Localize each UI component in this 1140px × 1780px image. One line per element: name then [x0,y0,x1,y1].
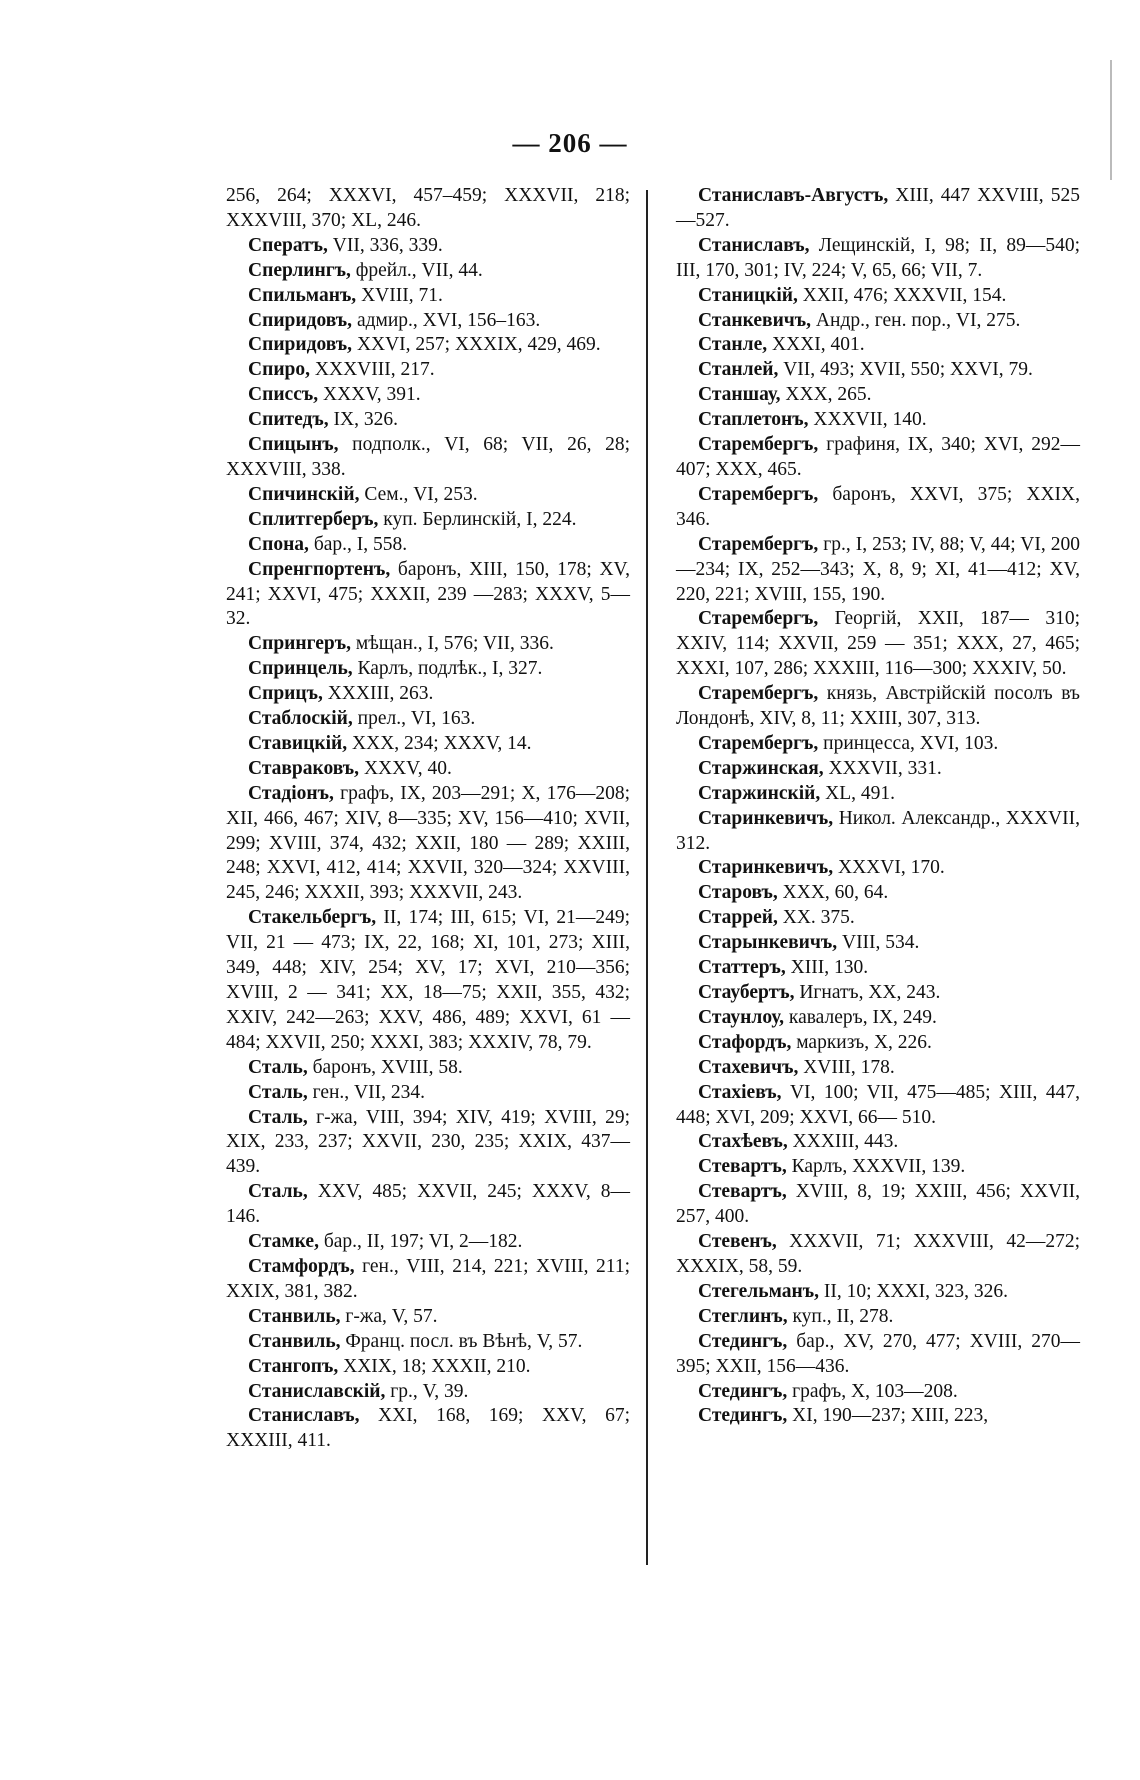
index-entry-heading: Старынкевичъ, [698,932,838,954]
index-entry-heading: Стакельбергъ, [248,907,377,929]
index-entry [676,856,1080,881]
index-entry-heading: Стамке, [248,1231,319,1253]
index-entry-references: подполк., VI, 68; VII, 26, 28; XXXVIII, 338. [226,434,630,480]
index-entry-references: Андр., ген. пор., VI, 275. [811,309,1021,331]
index-entry-references: XXXVII, 71; XXXVIII, 42—272; XXXIX, 58, 59. [676,1231,1080,1277]
index-entry-references: бар., XV, 270, 477; XVIII, 270—395; XXII, 156—436. [676,1330,1080,1377]
index-entry [676,383,1080,408]
index-entry [226,333,630,358]
index-entry-heading: Стаблоскій, [248,708,353,730]
index-entry [676,358,1080,383]
index-entry [676,1404,1080,1429]
index-entry-heading: Станвиль, [248,1330,341,1352]
index-entry-references: XXXIII, 263. [322,683,434,705]
index-entry-references: XXXV, 391. [318,384,421,406]
index-entry-heading: Сталь, [248,1106,308,1128]
index-entry-heading: Станвиль, [248,1305,341,1327]
index-entry-references: графъ, X, 103—208. [787,1380,958,1402]
index-entry-references: XXXVI, 170. [833,857,945,879]
index-entry-heading: Сталь, [248,1181,308,1203]
index-entry [226,433,630,483]
index-entry-heading: Спитедъ, [248,409,329,431]
index-entry [676,782,1080,807]
index-entry-heading: Сталь, [248,1056,308,1078]
index-entry [676,1081,1080,1131]
index-entry-references: Карлъ, подлѣк., I, 327. [352,658,543,680]
index-entry-heading: Спичинскій, [248,483,360,505]
index-entry [226,508,630,533]
index-entry [226,1330,630,1355]
index-entry-references: XXXVIII, 217. [310,359,435,381]
index-entry [226,309,630,334]
index-entry-heading: Станиславъ-Августъ, [698,185,889,206]
index-entry-heading: Стедингъ, [698,1330,788,1352]
index-entry-references: XIII, 447 XXVIII, 525—527. [676,185,1080,231]
index-entry-references: мѣщан., I, 576; VII, 336. [350,633,554,655]
index-entry [676,433,1080,483]
column-divider [646,190,648,1565]
index-entry [676,981,1080,1006]
index-column-left [226,184,630,1454]
index-entry [226,408,630,433]
index-entry [676,1130,1080,1155]
index-entry-heading: Станшау, [698,384,781,406]
index-entry-references: Карлъ, XXXVII, 139. [786,1156,966,1178]
index-entry [676,333,1080,358]
index-entry-heading: Сталь, [248,1081,308,1103]
index-entry-heading: Стахѣевъ, [698,1131,788,1153]
index-entry [226,1404,630,1454]
index-entry-references: князь, Австрійскій посолъ въ Лондонѣ, XIV, 8, 11; XXIII, 307, 313. [676,683,1080,730]
index-entry-references: Никол. Александр., XXXVII, 312. [676,807,1080,854]
index-entry [676,956,1080,981]
index-entry-heading: Стаунлоу, [698,1006,785,1028]
index-entry-heading: Старембергъ, [698,732,819,754]
index-entry [676,1031,1080,1056]
index-entry [226,234,630,259]
index-entry-heading: Спринцель, [248,658,353,680]
index-entry-heading: Старембергъ, [698,608,819,630]
index-entry-references: прел., VI, 163. [352,708,476,730]
index-entry [226,906,630,1055]
index-entry-heading: Стахіевъ, [698,1081,782,1103]
index-entry-heading: Статтеръ, [698,957,786,979]
index-entry-references: графиня, IX, 340; XVI, 292—407; XXX, 465. [676,434,1080,480]
index-entry-heading: Спиро, [248,359,311,381]
index-entry [676,607,1080,682]
index-entry-references: XXI, 168, 169; XXV, 67; XXXIII, 411. [226,1405,630,1452]
index-entry-heading: Ставицкій, [248,732,348,754]
index-entry [676,1380,1080,1405]
index-entry-heading: Станле, [698,334,768,356]
index-entry-references: адмир., XVI, 156–163. [352,309,541,331]
index-entry [226,358,630,383]
index-entry [226,1056,630,1081]
index-entry [676,1006,1080,1031]
index-entry [226,383,630,408]
index-entry-references: куп., II, 278. [787,1305,894,1327]
index-entry-heading: Спильманъ, [248,284,357,306]
index-entry [676,807,1080,857]
index-entry-heading: Спрингеръ, [248,633,351,655]
index-entry-references: г-жа, V, 57. [340,1305,438,1327]
index-entry-references: IX, 326. [328,409,398,431]
index-entry-references: гр., V, 39. [385,1380,469,1402]
index-entry-heading: Стевенъ, [698,1231,777,1253]
index-entry [226,782,630,907]
index-entry-heading: Стевартъ, [698,1156,787,1178]
index-entry-heading: Станкевичъ, [698,309,812,331]
index-entry [676,483,1080,533]
index-entry-references: г-жа, VIII, 394; XIV, 419; XVIII, 29; XIX, 233, 237; XXVII, 230, 235; XXIX, 437—439. [226,1106,630,1178]
index-entry [226,1380,630,1405]
index-entry-references: баронъ, XXVI, 375; XXIX, 346. [676,483,1080,530]
index-entry [226,657,630,682]
index-entry-references: VII, 493; XVII, 550; XXVI, 79. [778,359,1033,381]
index-entry-heading: Стахевичъ, [698,1056,799,1078]
index-entry [676,757,1080,782]
index-entry [676,1180,1080,1230]
index-entry-references: XXXI, 401. [767,334,865,356]
index-entry [226,1106,630,1181]
index-entry-heading: Стедингъ, [698,1380,788,1402]
page-number: — 206 — [512,128,628,158]
index-entry [676,881,1080,906]
index-entry [226,707,630,732]
index-entry [676,184,1080,234]
index-entry [226,483,630,508]
index-entry [676,1280,1080,1305]
index-entry-references: XXXVII, 331. [823,757,942,779]
index-entry [226,732,630,757]
index-entry-references: XXX, 60, 64. [777,882,889,904]
index-entry-references: фрейл., VII, 44. [350,259,483,281]
index-entry-heading: Стаубертъ, [698,982,795,1003]
index-entry [676,906,1080,931]
index-entry [676,682,1080,732]
index-entry [676,1330,1080,1380]
index-entry-references: XXVI, 257; XXXIX, 429, 469. [352,334,601,356]
index-entry-references: Игнатъ, XX, 243. [794,982,941,1003]
index-entry-heading: Спиридовъ, [248,309,353,331]
index-entry-heading: Старжинская, [698,757,824,779]
index-entry-references: 256, 264; XXXVI, 457–459; XXXVII, 218; XXXVIII, 370; XL, 246. [226,185,630,231]
index-entry-heading: Старембергъ, [698,483,819,505]
index-entry-references: XXII, 476; XXXVII, 154. [797,284,1007,306]
page-edge-mark [1110,60,1112,180]
index-entry-heading: Сприцъ, [248,683,323,705]
index-entry-heading: Сперлингъ, [248,259,351,281]
index-entry-heading: Старинкевичъ, [698,807,834,829]
index-entry-references: XXXIII, 443. [787,1131,899,1153]
index-entry [226,757,630,782]
index-entry-references: маркизъ, X, 226. [791,1031,932,1053]
index-entry-references: XX. 375. [777,907,855,929]
index-entry-heading: Спренгпортенъ, [248,558,391,580]
index-entry-heading: Старовъ, [698,882,778,904]
index-entry-references: ген., VII, 234. [307,1081,425,1103]
index-entry-references: XXV, 485; XXVII, 245; XXXV, 8—146. [226,1181,630,1228]
index-entry-references: VIII, 534. [837,932,920,954]
index-entry-references: баронъ, XIII, 150, 178; XV, 241; XXVI, 475; XXXII, 239 —283; XXXV, 5—32. [226,558,630,630]
index-entry [676,408,1080,433]
index-entry-heading: Старембергъ, [698,683,819,705]
index-entry-heading: Стафордъ, [698,1031,792,1053]
index-entry-references: XI, 190—237; XIII, 223, [787,1405,989,1427]
index-entry-heading: Стегельманъ, [698,1280,819,1302]
index-entry [226,1180,630,1230]
index-entry [226,259,630,284]
index-entry-heading: Стамфордъ, [248,1255,355,1277]
index-entry [676,533,1080,608]
index-entry [226,284,630,309]
index-entry-references: II, 10; XXXI, 323, 326. [818,1280,1008,1302]
index-entry-references: бар., I, 558. [308,533,408,555]
index-entry [676,309,1080,334]
index-entry-references: принцесса, XVI, 103. [818,732,999,754]
index-entry-heading: Станлей, [698,359,779,381]
index-entry [676,234,1080,284]
index-entry [226,682,630,707]
index-entry [676,1230,1080,1280]
index-entry-heading: Спона, [248,533,309,555]
index-entry-references: Франц. посл. въ Вѣнѣ, V, 57. [340,1330,583,1352]
index-entry [676,1155,1080,1180]
index-entry [226,1230,630,1255]
index-entry-references: гр., I, 253; IV, 88; V, 44; VI, 200—234; IX, 252—343; X, 8, 9; XI, 41—412; XV, 220, 221; XVIII, 155, 190. [676,533,1080,605]
index-entry-heading: Стангопъ, [248,1355,339,1377]
index-entry [226,533,630,558]
index-column-right [676,184,1080,1429]
index-entry-references: XVIII, 8, 19; XXIII, 456; XXVII, 257, 400. [676,1181,1080,1228]
index-entry-heading: Ставраковъ, [248,757,360,779]
index-entry [676,1305,1080,1330]
index-entry [226,558,630,633]
index-entry [226,632,630,657]
index-entry-heading: Старембергъ, [698,434,819,456]
index-entry-references: XIII, 130. [785,957,869,979]
index-entry-references: кавалеръ, IX, 249. [784,1006,937,1028]
index-entry-heading: Станицкій, [698,284,798,306]
index-entry-references: XXXV, 40. [359,757,452,779]
index-entry-references: Лещинскій, I, 98; II, 89—540; III, 170, 301; IV, 224; V, 65, 66; VII, 7. [676,234,1080,281]
index-entry-heading: Стадіонъ, [248,782,334,804]
index-entry [226,1255,630,1305]
index-entry-heading: Списсъ, [248,384,319,406]
index-entry-references: Сем., VI, 253. [359,483,478,505]
index-entry-heading: Станиславскій, [248,1380,386,1402]
index-entry-references: XXX, 265. [780,384,872,406]
index-entry-heading: Старинкевичъ, [698,857,834,879]
index-entry-references: XXX, 234; XXXV, 14. [347,732,532,754]
index-entry-references: II, 174; III, 615; VI, 21—249; VII, 21 — 473; IX, 22, 168; XI, 101, 273; XIII, 349, 448; XIV, 254; XV, 17; XVI, 210—356; XVIII, 2 — 341; XX, 18—75; XXII, 355, 432; XXIV, 242—263; XXV, 486, 489; XXVI, 61 — 484; XXVII, 250; XXXI, 383; XXXIV, 78, 79. [226,907,630,1053]
index-entry-heading: Станиславъ, [698,234,810,256]
index-entry-references: Георгій, XXII, 187— 310; XXIV, 114; XXVII, 259 — 351; XXX, 27, 465; XXXI, 107, 286; XXXIII, 116—300; XXXIV, 50. [676,608,1080,680]
index-entry-heading: Стеглинъ, [698,1305,788,1327]
index-entry-references: VI, 100; VII, 475—485; XIII, 447, 448; XVI, 209; XXVI, 66— 510. [676,1081,1080,1128]
index-entry [226,184,630,234]
index-entry-references: XXXVII, 140. [808,409,927,431]
index-entry-references: ген., VIII, 214, 221; XVIII, 211; XXIX, 381, 382. [226,1255,630,1302]
index-entry [226,1305,630,1330]
index-entry-references: XVIII, 178. [798,1056,895,1078]
index-entry-references: баронъ, XVIII, 58. [307,1056,463,1078]
index-entry-references: XXIX, 18; XXXII, 210. [338,1355,531,1377]
index-entry-heading: Стаплетонъ, [698,409,809,431]
index-entry [676,1056,1080,1081]
index-entry-heading: Старжинскій, [698,782,821,804]
index-entry [226,1355,630,1380]
index-entry [676,931,1080,956]
index-entry [676,284,1080,309]
index-entry-heading: Старембергъ, [698,533,819,555]
index-entry [226,1081,630,1106]
index-entry-references: XVIII, 71. [356,284,443,306]
index-entry [676,732,1080,757]
index-entry-references: графъ, IX, 203—291; X, 176—208; XII, 466, 467; XIV, 8—335; XV, 156—410; XVII, 299; XVIII, 374, 432; XXII, 180 — 289; XXIII, 248; XXVI, 412, 414; XXVII, 320—324; XXVIII, 245, 246; XXXII, 393; XXXVII, 243. [226,782,630,904]
index-entry-heading: Сператъ, [248,234,328,256]
index-entry-heading: Спицынъ, [248,434,339,456]
index-entry-heading: Спиридовъ, [248,334,353,356]
index-entry-heading: Стедингъ, [698,1405,788,1427]
index-entry-heading: Сплитгерберъ, [248,508,379,530]
index-entry-heading: Станиславъ, [248,1405,360,1427]
index-entry-heading: Старрей, [698,907,778,929]
index-entry-references: XL, 491. [820,782,896,804]
index-entry-references: бар., II, 197; VI, 2—182. [318,1231,523,1253]
index-entry-references: куп. Берлинскій, I, 224. [378,508,577,530]
index-entry-heading: Стевартъ, [698,1181,787,1203]
index-entry-references: VII, 336, 339. [327,234,443,256]
